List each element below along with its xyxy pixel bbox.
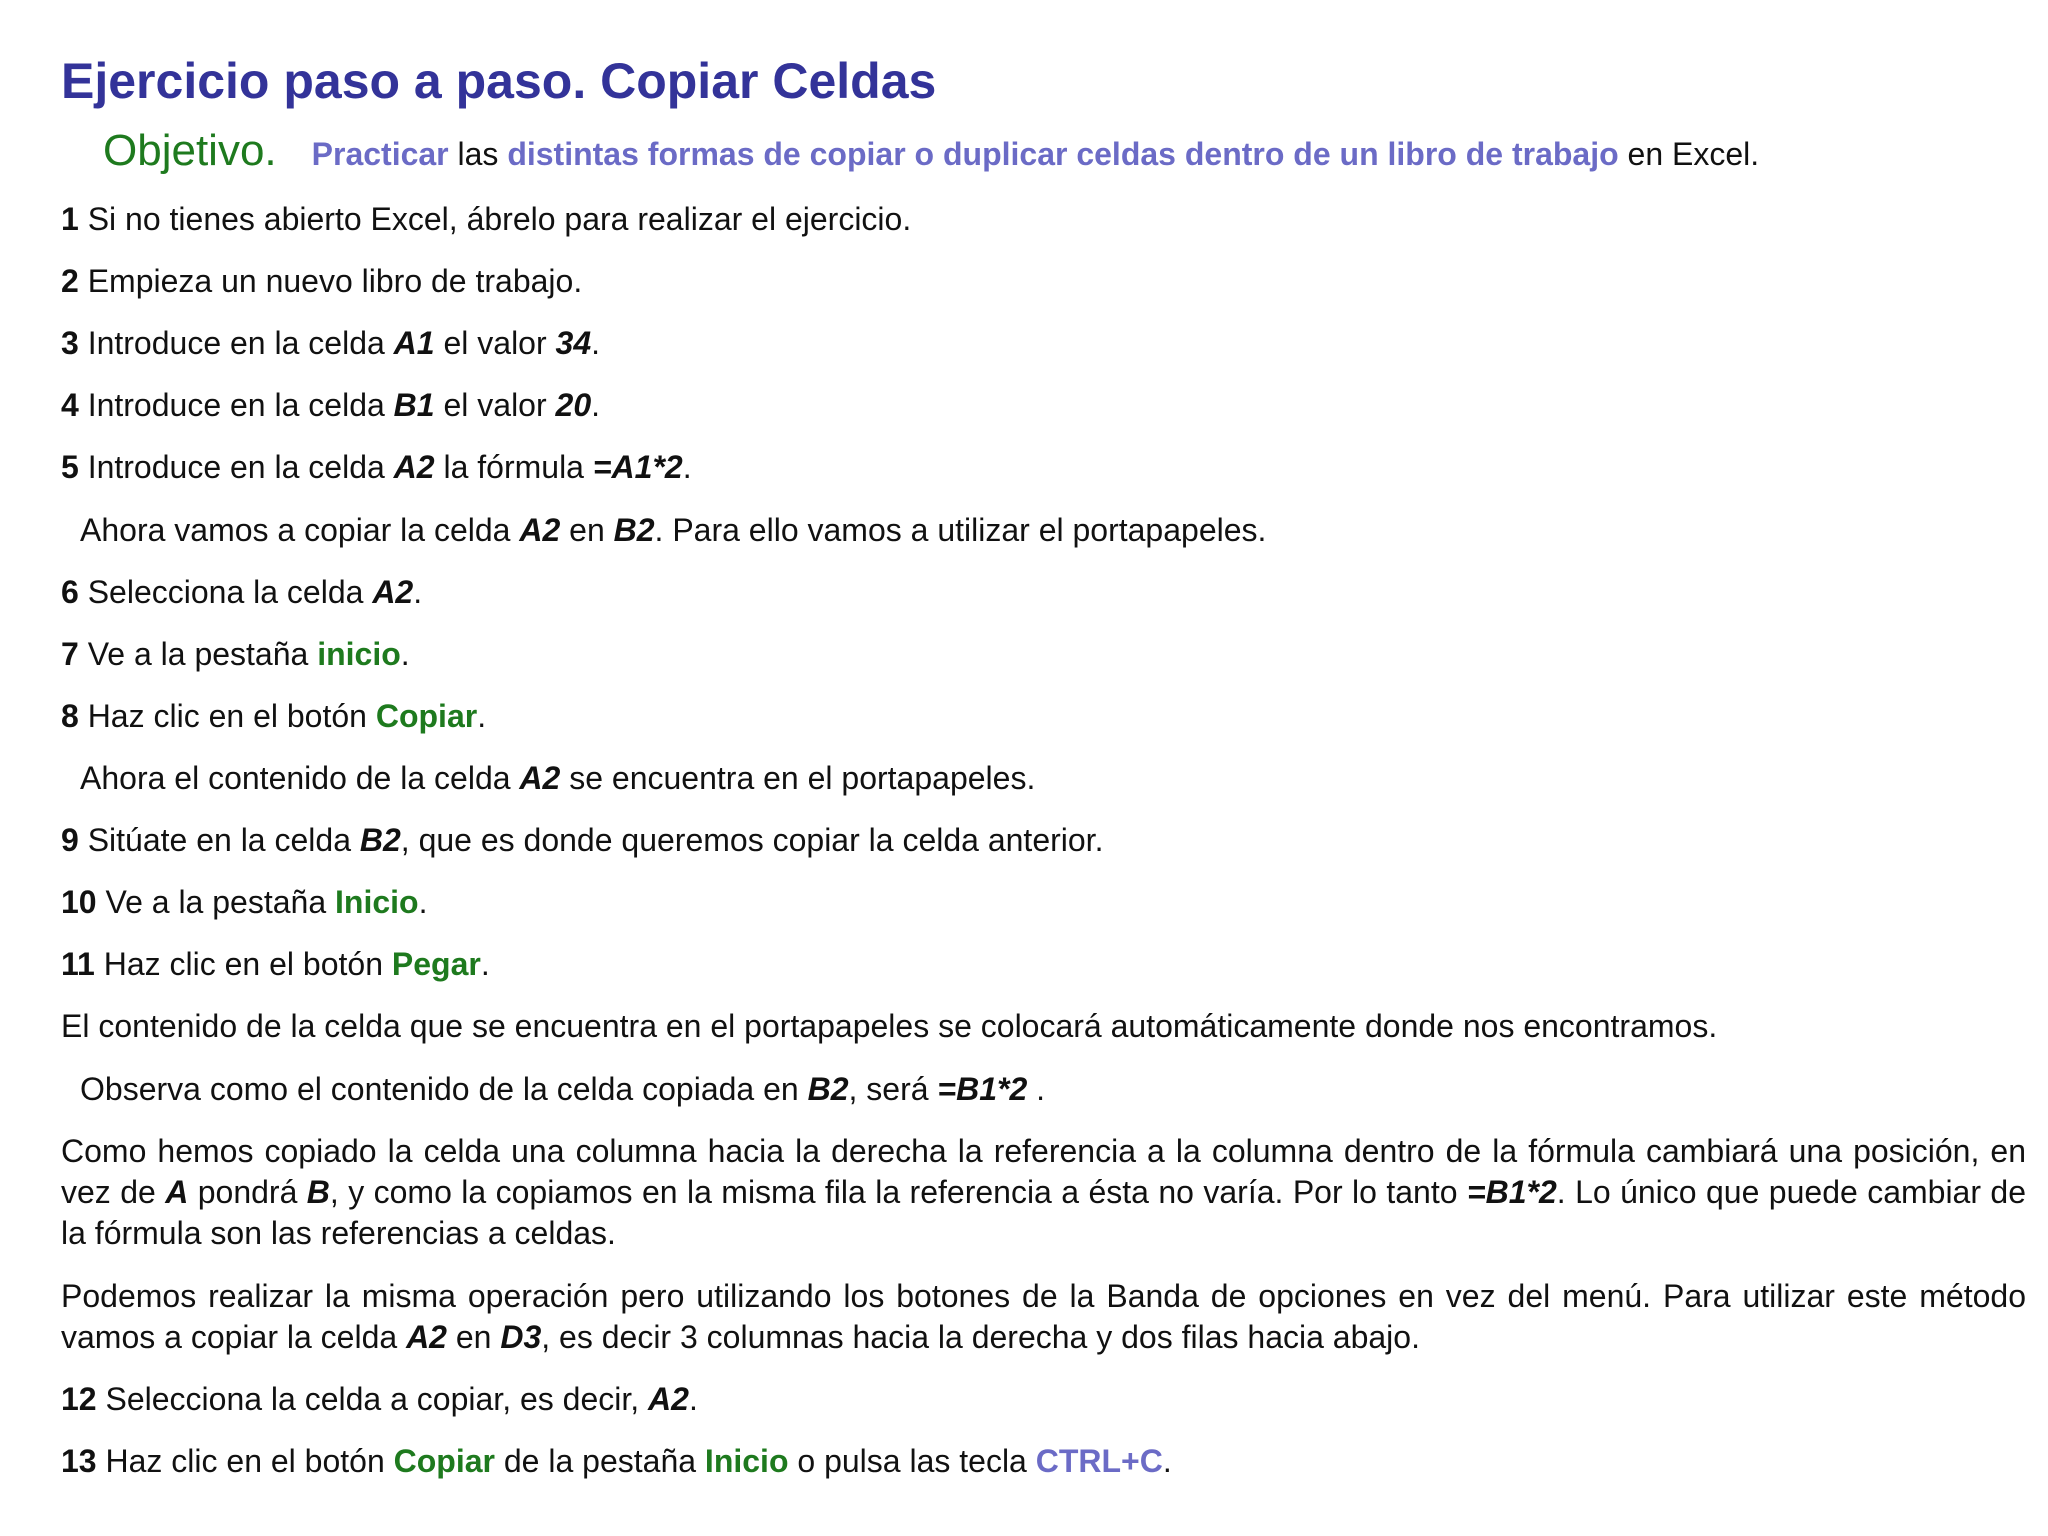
step-11: 11 Haz clic en el botón Pegar. — [61, 946, 490, 982]
step-1: 1 Si no tienes abierto Excel, ábrelo para realizar el ejercicio. — [61, 201, 912, 237]
objective-highlight-1: Practicar — [311, 136, 449, 172]
note-copy-intro: Ahora vamos a copiar la celda A2 en B2. Para ello vamos a utilizar el portapapeles. — [80, 512, 1267, 548]
objective-row — [103, 126, 1759, 176]
page-title: Ejercicio paso a paso. Copiar Celdas — [61, 53, 937, 109]
note-observe: Observa como el contenido de la celda copiada en B2, será =B1*2 . — [80, 1071, 1046, 1107]
step-4: 4 Introduce en la celda B1 el valor 20. — [61, 387, 600, 423]
step-6: 6 Selecciona la celda A2. — [61, 574, 423, 610]
objective-highlight-2: distintas formas de copiar o duplicar celdas dentro de un libro de trabajo — [507, 136, 1619, 172]
paragraph-explanation: Como hemos copiado la celda una columna hacia la derecha la referencia a la columna dentro de la fórmula cambiará una posición, en vez de A pondrá B, y como la copiamos en la misma fila la referencia a ésta no varía. Por lo tanto =B1*2. Lo único que puede cambiar de la fórmula son las referencias a celdas. — [61, 1133, 2027, 1251]
objective-plain-2: en Excel. — [1618, 136, 1760, 172]
step-10: 10 Ve a la pestaña Inicio. — [61, 884, 428, 920]
step-13: 13 Haz clic en el botón Copiar de la pestaña Inicio o pulsa las tecla CTRL+C. — [61, 1443, 1172, 1479]
objective-text — [312, 136, 1760, 172]
step-2: 2 Empieza un nuevo libro de trabajo. — [61, 263, 583, 299]
objective-plain-1: las — [448, 136, 508, 172]
step-9: 9 Sitúate en la celda B2, que es donde queremos copiar la celda anterior. — [61, 822, 1104, 858]
step-8: 8 Haz clic en el botón Copiar. — [61, 698, 487, 734]
paragraph-ribbon-method: Podemos realizar la misma operación pero utilizando los botones de la Banda de opciones en vez del menú. Para utilizar este método vamos a copiar la celda A2 en D3, es decir 3 columnas hacia la derecha y dos filas hacia abajo. — [61, 1278, 2026, 1355]
objective-label: Objetivo. — [103, 126, 277, 175]
step-12: 12 Selecciona la celda a copiar, es decir, A2. — [61, 1381, 698, 1417]
note-paste-result: El contenido de la celda que se encuentra en el portapapeles se colocará automáticamente donde nos encontramos. — [61, 1008, 1718, 1044]
step-5: 5 Introduce en la celda A2 la fórmula =A1*2. — [61, 449, 692, 485]
step-3: 3 Introduce en la celda A1 el valor 34. — [61, 325, 600, 361]
step-7: 7 Ve a la pestaña inicio. — [61, 636, 410, 672]
note-clipboard: Ahora el contenido de la celda A2 se encuentra en el portapapeles. — [80, 760, 1036, 796]
